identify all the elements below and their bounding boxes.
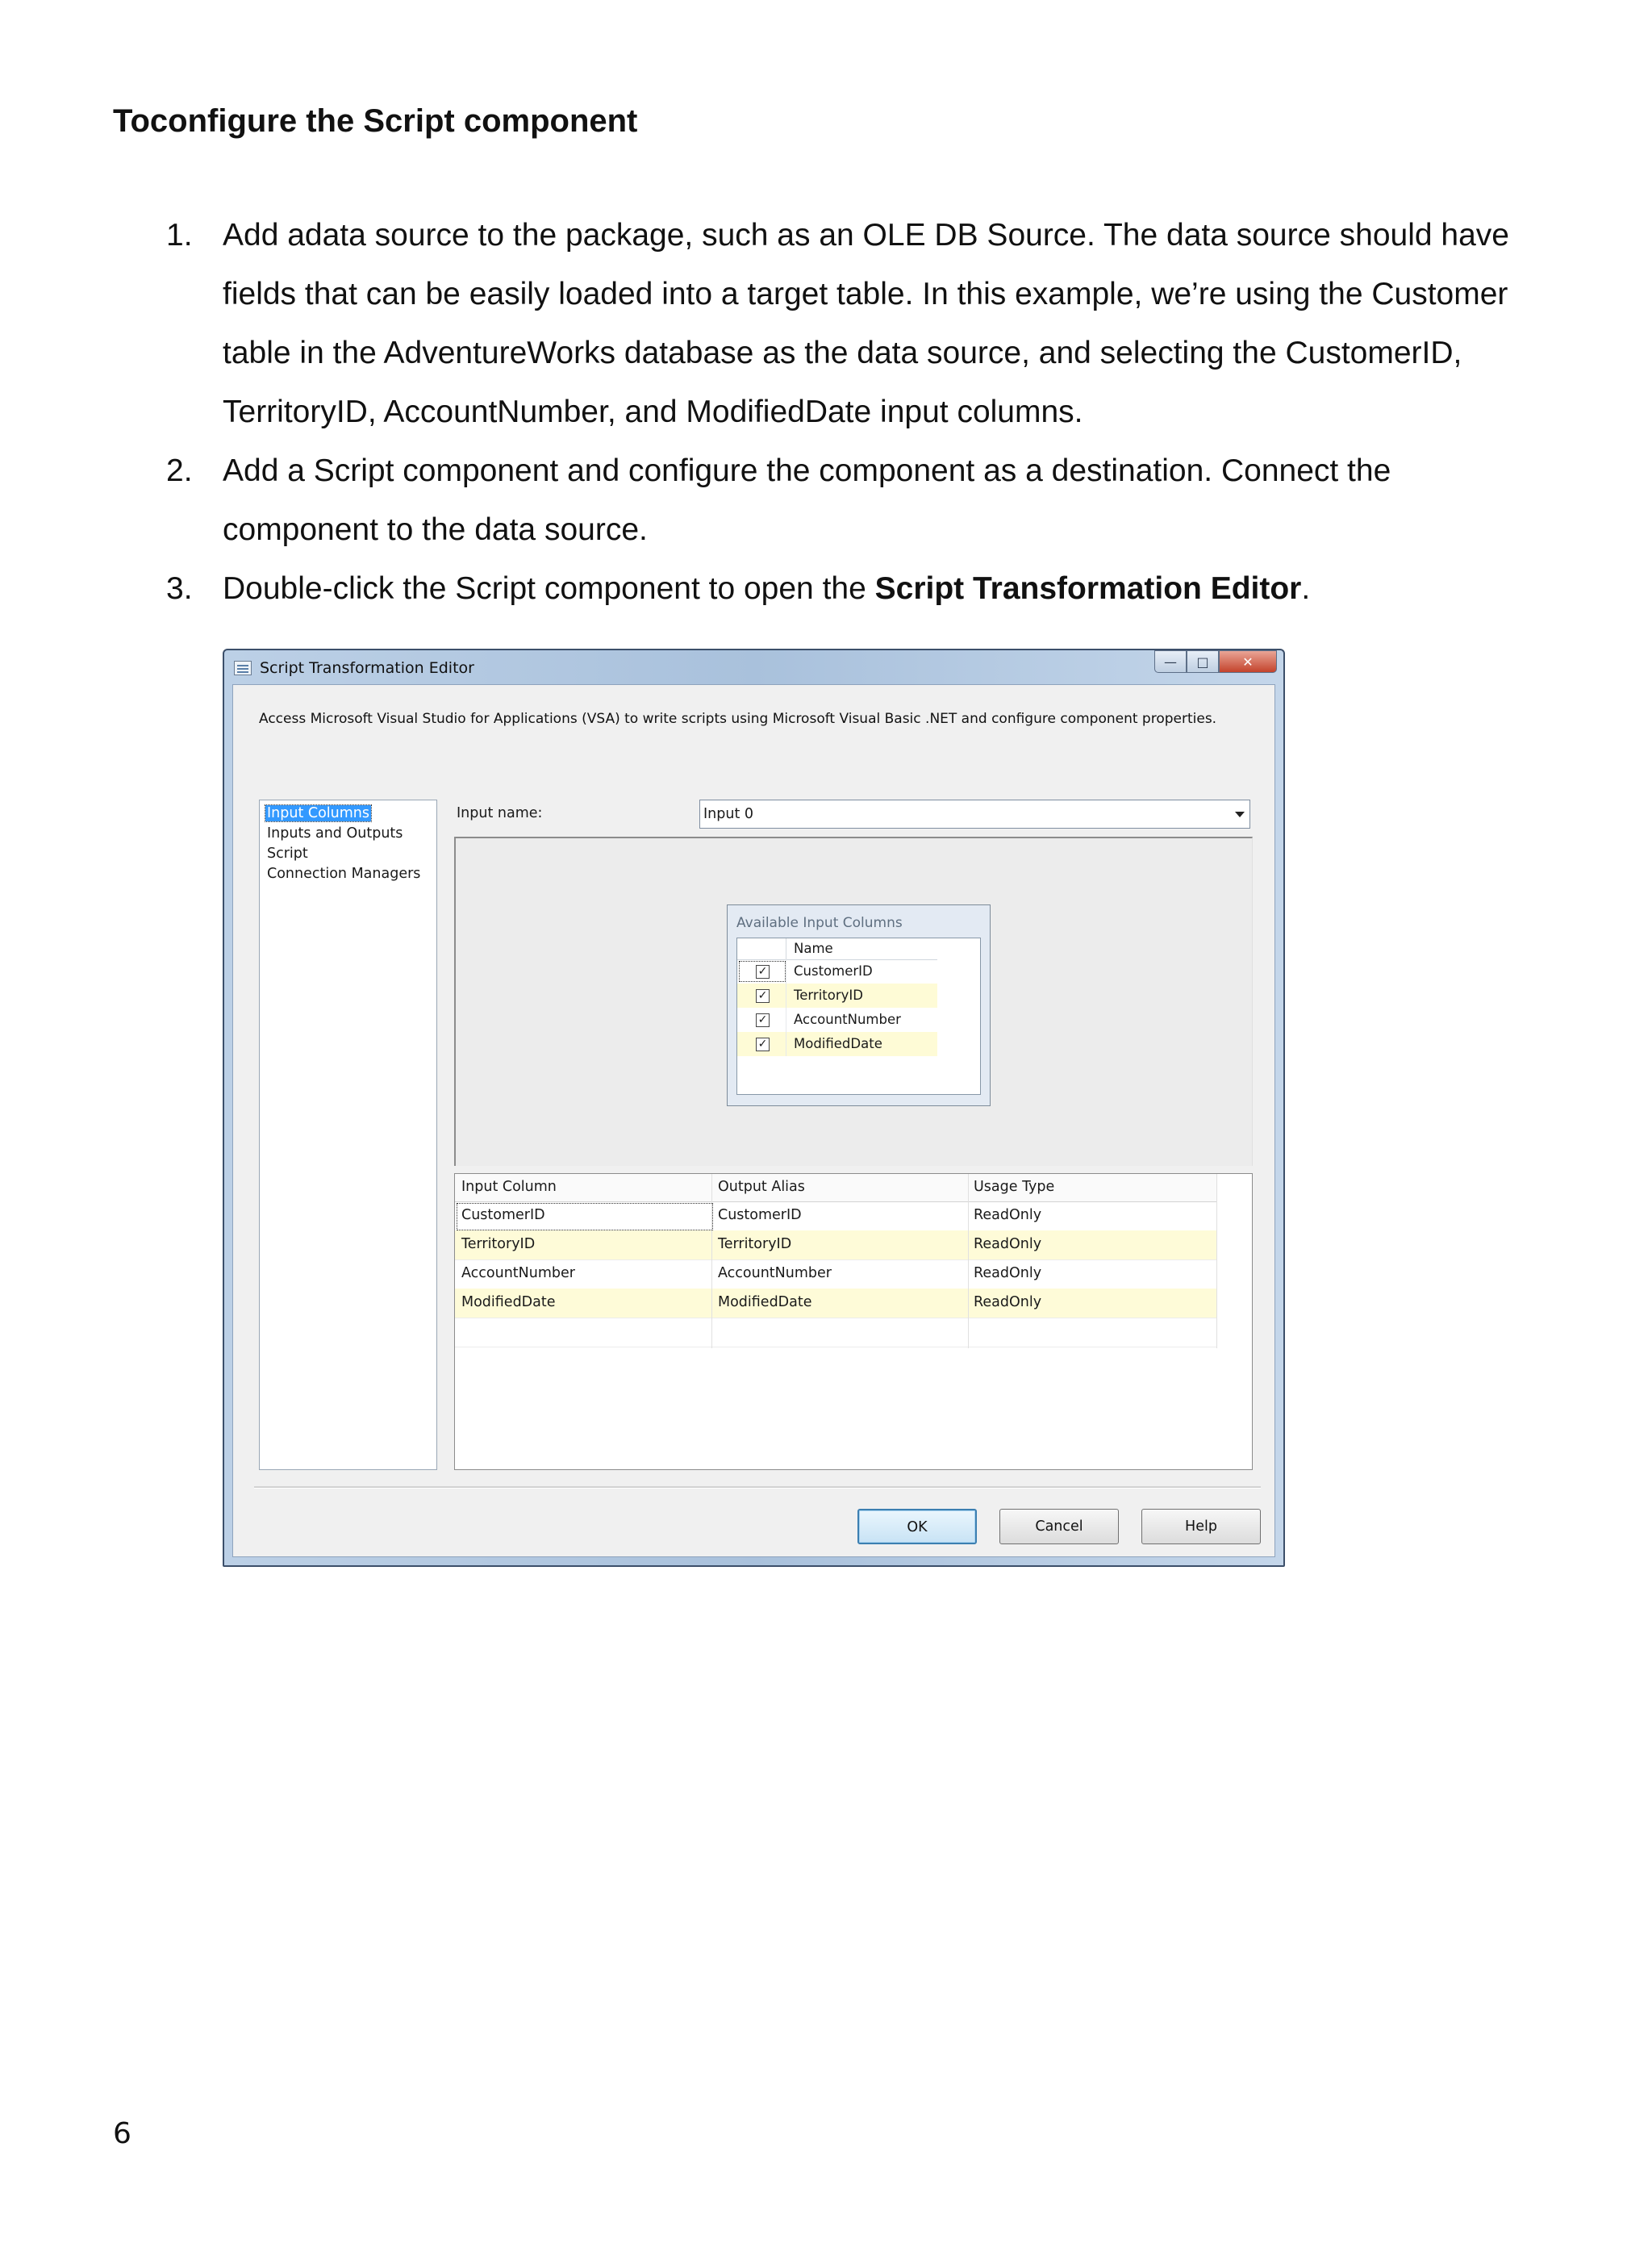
maximize-icon: □ xyxy=(1196,654,1209,670)
maximize-button[interactable] xyxy=(1187,650,1219,673)
checkbox-territoryid[interactable]: ✓ xyxy=(756,989,770,1003)
input-column-cell[interactable]: ModifiedDate xyxy=(461,1294,556,1310)
minimize-button[interactable] xyxy=(1154,650,1187,673)
table-row[interactable] xyxy=(455,1259,1216,1289)
step-number: 3. xyxy=(166,571,193,606)
step-number: 2. xyxy=(166,453,193,488)
help-button[interactable]: Help xyxy=(1141,1509,1261,1544)
step-text: Double-click the Script component to open the xyxy=(223,571,875,606)
dialog-title: Script Transformation Editor xyxy=(260,659,474,677)
nav-item-inputs-and-outputs[interactable]: Inputs and Outputs xyxy=(267,825,403,842)
nav-item-input-columns[interactable]: Input Columns xyxy=(267,805,370,821)
chevron-down-icon xyxy=(1235,812,1245,817)
output-alias-cell[interactable]: TerritoryID xyxy=(718,1236,792,1252)
dialog-description: Access Microsoft Visual Studio for Applications (VSA) to write scripts using Microsoft Visual Basic .NET and configure component properties. xyxy=(259,711,1217,727)
usage-type-cell[interactable]: ReadOnly xyxy=(974,1265,1042,1281)
empty-table-row[interactable] xyxy=(455,1318,1216,1347)
focused-cell-outline xyxy=(457,1203,713,1230)
input-name-value: Input 0 xyxy=(703,806,754,822)
column-name: ModifiedDate xyxy=(794,1036,882,1051)
usage-type-cell[interactable]: ReadOnly xyxy=(974,1294,1042,1310)
nav-item-script[interactable]: Script xyxy=(267,846,308,862)
cancel-button[interactable]: Cancel xyxy=(999,1509,1119,1544)
window-controls xyxy=(1154,650,1277,673)
input-name-label: Input name: xyxy=(457,805,543,821)
page-number: 6 xyxy=(113,2117,131,2150)
step-text-bold: Script Transformation Editor xyxy=(874,571,1302,606)
output-alias-cell[interactable]: AccountNumber xyxy=(718,1265,832,1281)
close-icon: ✕ xyxy=(1242,654,1254,670)
step-2 xyxy=(113,441,1533,559)
step-3 xyxy=(113,559,1533,618)
title-bar[interactable] xyxy=(224,650,1283,684)
table-row[interactable] xyxy=(455,1230,1216,1260)
nav-item-connection-managers[interactable]: Connection Managers xyxy=(267,866,421,882)
section-heading: Toconfigure the Script component xyxy=(113,103,638,139)
checkbox-modifieddate[interactable]: ✓ xyxy=(756,1038,770,1051)
input-name-select[interactable] xyxy=(699,800,1250,829)
input-column-cell[interactable]: AccountNumber xyxy=(461,1265,575,1281)
available-column-row[interactable] xyxy=(737,984,937,1008)
step-text-end: . xyxy=(1301,571,1311,606)
step-1 xyxy=(113,206,1533,441)
available-columns-header xyxy=(737,938,937,960)
name-column-header: Name xyxy=(794,941,833,956)
output-alias-header[interactable]: Output Alias xyxy=(718,1179,805,1195)
step-text: Add adata source to the package, such as an OLE DB Source. The data source should have fields that can be easily loaded into a target table. In this example, we’re using the Customer table in the AdventureWorks database as the data source, and selecting the CustomerID, TerritoryID, AccountNumber, and ModifiedDate input columns. xyxy=(223,218,1509,429)
usage-type-header[interactable]: Usage Type xyxy=(974,1179,1055,1195)
steps-list xyxy=(113,206,1533,618)
checkbox-accountnumber[interactable]: ✓ xyxy=(756,1013,770,1027)
button-separator xyxy=(254,1486,1261,1489)
input-column-cell[interactable]: TerritoryID xyxy=(461,1236,536,1252)
column-name: TerritoryID xyxy=(794,988,863,1003)
input-column-header[interactable]: Input Column xyxy=(461,1179,557,1195)
available-input-columns-box[interactable] xyxy=(727,904,991,1106)
available-column-row[interactable] xyxy=(737,959,937,984)
page-navigation-list xyxy=(259,800,437,1470)
checkbox-customerid[interactable]: ✓ xyxy=(756,965,770,979)
step-number: 1. xyxy=(166,218,193,253)
mapping-grid-header xyxy=(455,1174,1216,1202)
table-row[interactable] xyxy=(455,1289,1216,1318)
app-icon xyxy=(234,661,252,675)
column-name: CustomerID xyxy=(794,963,873,979)
column-name: AccountNumber xyxy=(794,1012,901,1027)
column-mapping-grid xyxy=(454,1173,1253,1470)
output-alias-cell[interactable]: CustomerID xyxy=(718,1207,802,1223)
column-designer-pane xyxy=(454,837,1253,1166)
available-columns-grid xyxy=(736,938,981,1095)
available-columns-title: Available Input Columns xyxy=(736,915,903,931)
available-column-row[interactable] xyxy=(737,1032,937,1056)
available-column-row[interactable] xyxy=(737,1008,937,1032)
dialog-client-area xyxy=(232,684,1275,1557)
usage-type-cell[interactable]: ReadOnly xyxy=(974,1236,1042,1252)
ok-button[interactable]: OK xyxy=(857,1509,977,1544)
script-transformation-editor-dialog xyxy=(223,649,1285,1567)
close-button[interactable] xyxy=(1219,650,1277,673)
step-text: Add a Script component and configure the component as a destination. Connect the component to the data source. xyxy=(223,453,1391,547)
minimize-icon: — xyxy=(1164,654,1177,670)
output-alias-cell[interactable]: ModifiedDate xyxy=(718,1294,812,1310)
usage-type-cell[interactable]: ReadOnly xyxy=(974,1207,1042,1223)
input-column-cell[interactable]: CustomerID xyxy=(461,1207,545,1223)
